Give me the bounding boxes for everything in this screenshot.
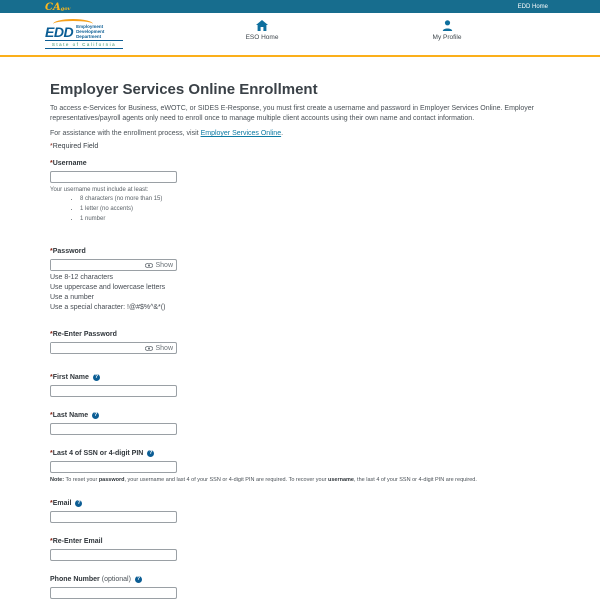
reenter-email-group [50,538,555,561]
password-label-text: Password [52,248,86,256]
ssn-pin-label [50,450,555,457]
password-input[interactable] [51,260,145,270]
nav-eso-home[interactable] [227,20,297,41]
last-name-label [50,412,555,419]
username-rules-list [50,196,555,222]
first-name-label [50,374,555,381]
reenter-email-input[interactable] [50,549,177,561]
note-bold: Note: [50,477,65,484]
phone-label-optional: (optional) [101,575,131,583]
reenter-email-label [50,538,555,545]
reenter-password-show-label: Show [155,344,173,352]
ssn-pin-group [50,450,555,485]
username-rule: • 8 characters (no more than 15) [80,196,555,202]
edd-logo-lines [76,24,104,39]
first-name-label-text: First Name [52,374,89,382]
email-label-text: Email [52,499,72,507]
required-marker: * [50,499,53,507]
ca-gov-logo-ca: CA [45,1,61,13]
assistance-suffix: . [281,130,284,138]
required-field-text: Required Field [52,143,99,151]
last-name-group [50,412,555,435]
home-icon [256,20,268,31]
username-label [50,160,555,167]
last-name-label-text: Last Name [52,412,89,420]
edd-logo-tagline: State of California [45,40,123,49]
note-text: , your username and last 4 of your SSN or 4-digit PIN are required. To recover your [124,477,328,484]
reenter-password-label-text: Re-Enter Password [52,331,117,339]
password-hint: Use uppercase and lowercase letters [50,284,166,292]
required-marker: * [50,374,53,382]
first-name-input[interactable] [50,385,177,397]
reenter-password-group [50,331,555,354]
password-hints [50,274,555,311]
required-marker: * [50,412,53,420]
reenter-password-label [50,331,555,338]
assistance-prefix: For assistance with the enrollment process, visit [50,130,201,138]
reenter-password-show-button[interactable] [145,345,176,352]
ca-gov-logo[interactable] [45,0,70,14]
email-help-icon[interactable]: ? [77,499,81,506]
ssn-pin-note [50,477,555,485]
ssn-pin-help-icon[interactable]: ? [149,450,153,457]
note-bold: password [98,477,125,484]
ssn-pin-label-text: Last 4 of SSN or 4-digit PIN [52,450,144,458]
employer-services-online-link[interactable]: Employer Services Online [200,130,282,138]
note-text: To reset your [64,477,99,484]
intro-paragraph: To access e-Services for Business, eWOTC, or SIDES E-Response, you must first create a username and password in Employer Services Online. Employer representatives/payroll agents only need to enroll once to manage multiple client accounts using their own name and contact information. [50,105,534,123]
username-input[interactable] [50,171,177,183]
first-name-help-icon[interactable]: ? [94,374,99,381]
edd-logo-abbr: EDD [45,23,74,40]
password-hint: Use 8-12 characters [50,274,114,282]
required-marker: * [50,248,53,256]
assistance-line [50,130,555,137]
note-text: , the last 4 of your SSN or 4-digit PIN are required. [354,477,477,484]
username-rules-intro: Your username must include at least: [50,187,149,194]
page-title: Employer Services Online Enrollment [50,81,318,98]
password-show-label: Show [155,261,173,269]
site-header [0,13,600,55]
phone-help-icon[interactable]: ? [136,575,141,582]
username-label-text: Username [52,160,87,168]
nav-eso-home-label: ESO Home [245,34,279,41]
last-name-input[interactable] [50,423,177,435]
password-input-wrap [50,259,177,271]
reenter-password-input-wrap [50,342,177,354]
nav-my-profile[interactable] [412,20,482,41]
username-rule: • 1 letter (no accents) [80,206,555,212]
password-show-button[interactable] [145,262,176,269]
note-bold: username [328,477,354,484]
password-label [50,248,555,255]
password-hint: Use a special character: !@#$%^&*() [50,304,166,312]
phone-label-text: Phone Number [50,575,100,583]
edd-logo[interactable] [45,19,123,49]
required-marker: * [50,143,53,151]
ca-gov-logo-gov: gov [60,5,71,12]
email-label [50,500,555,507]
main-content [0,57,600,599]
ssn-pin-input[interactable] [50,461,177,473]
required-marker: * [50,450,53,458]
required-marker: * [50,160,53,168]
edd-logo-line2: Development [76,29,105,34]
required-marker: * [50,331,53,339]
nav-my-profile-label: My Profile [432,34,462,41]
edd-logo-line1: Employment [76,24,104,29]
utility-topbar [0,0,600,13]
phone-group [50,576,555,599]
password-group [50,248,555,311]
reenter-password-input[interactable] [51,343,145,353]
required-marker: * [50,537,53,545]
username-group [50,160,555,222]
edd-logo-line3: Department [76,34,102,39]
edd-home-link[interactable]: EDD Home [517,3,548,10]
phone-label [50,576,555,583]
email-group [50,500,555,523]
username-rule: • 1 number [80,216,555,222]
last-name-help-icon[interactable]: ? [93,412,98,419]
email-input[interactable] [50,511,177,523]
eye-icon [145,346,153,351]
phone-input[interactable] [50,587,177,599]
first-name-group [50,374,555,397]
reenter-email-label-text: Re-Enter Email [52,537,103,545]
password-hint: Use a number [50,294,94,302]
required-field-note [50,143,555,150]
eye-icon [145,263,153,268]
person-icon [442,20,453,31]
